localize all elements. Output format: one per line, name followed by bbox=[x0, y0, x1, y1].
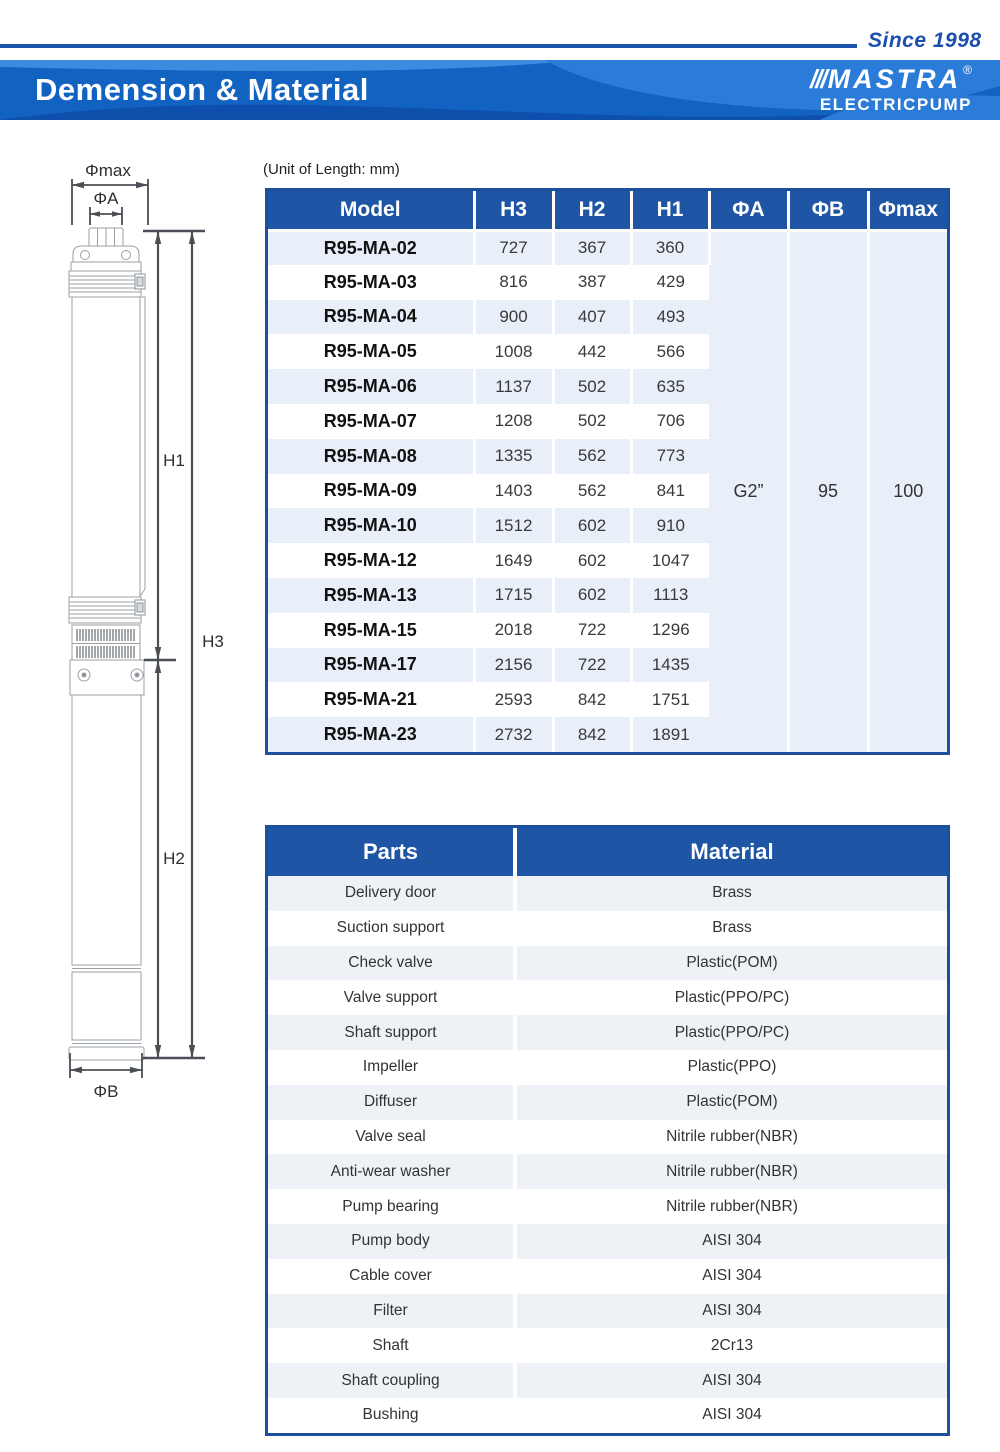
brand-logo bbox=[809, 63, 972, 114]
model-cell: R95-MA-03 bbox=[268, 265, 474, 300]
parts-table-row bbox=[268, 1015, 947, 1050]
part-cell: Delivery door bbox=[268, 876, 515, 911]
material-cell: AISI 304 bbox=[515, 1363, 947, 1398]
value-cell: 773 bbox=[631, 439, 709, 474]
model-cell: R95-MA-10 bbox=[268, 508, 474, 543]
part-cell: Impeller bbox=[268, 1050, 515, 1085]
dim-table-row bbox=[268, 230, 947, 265]
part-cell: Pump body bbox=[268, 1224, 515, 1259]
part-cell: Diffuser bbox=[268, 1085, 515, 1120]
material-cell: Plastic(POM) bbox=[515, 946, 947, 981]
parts-table-row bbox=[268, 1050, 947, 1085]
value-cell: 1208 bbox=[474, 404, 553, 439]
value-cell: 2018 bbox=[474, 613, 553, 648]
model-cell: R95-MA-21 bbox=[268, 682, 474, 717]
dim-col-header-4: ΦA bbox=[709, 191, 788, 230]
part-cell: Valve support bbox=[268, 980, 515, 1015]
value-cell: 566 bbox=[631, 334, 709, 369]
parts-table-row bbox=[268, 1294, 947, 1329]
dimension-table bbox=[265, 188, 950, 755]
part-cell: Shaft bbox=[268, 1328, 515, 1363]
dim-col-header-2: H2 bbox=[553, 191, 631, 230]
dim-label-phia: ΦA bbox=[93, 189, 119, 208]
since-text: Since 1998 bbox=[868, 29, 982, 52]
parts-table-row bbox=[268, 1259, 947, 1294]
parts-material-table bbox=[265, 825, 950, 1436]
dim-label-phimax: Φmax bbox=[85, 161, 131, 180]
value-cell: 602 bbox=[553, 543, 631, 578]
model-cell: R95-MA-15 bbox=[268, 613, 474, 648]
material-cell: Nitrile rubber(NBR) bbox=[515, 1120, 947, 1155]
value-cell: 1296 bbox=[631, 613, 709, 648]
parts-table-row bbox=[268, 1328, 947, 1363]
part-cell: Cable cover bbox=[268, 1259, 515, 1294]
unit-of-length-note: (Unit of Length: mm) bbox=[263, 161, 400, 178]
parts-table-row bbox=[268, 1085, 947, 1120]
parts-table-row bbox=[268, 946, 947, 981]
pump-dimension-drawing bbox=[40, 160, 260, 1110]
dim-col-header-0: Model bbox=[268, 191, 474, 230]
material-cell: Nitrile rubber(NBR) bbox=[515, 1154, 947, 1189]
parts-table-row bbox=[268, 1224, 947, 1259]
parts-table-row bbox=[268, 1154, 947, 1189]
dim-label-h3: H3 bbox=[202, 632, 224, 651]
value-cell: 1047 bbox=[631, 543, 709, 578]
value-cell: 1512 bbox=[474, 508, 553, 543]
material-cell: Plastic(PPO) bbox=[515, 1050, 947, 1085]
model-cell: R95-MA-07 bbox=[268, 404, 474, 439]
value-cell: 900 bbox=[474, 300, 553, 335]
parts-table-row bbox=[268, 1120, 947, 1155]
value-cell: 502 bbox=[553, 369, 631, 404]
header-rule bbox=[0, 44, 857, 48]
logo-slashes-icon: /// bbox=[809, 64, 826, 94]
parts-table-row bbox=[268, 876, 947, 911]
material-cell: AISI 304 bbox=[515, 1224, 947, 1259]
value-cell: 360 bbox=[631, 230, 709, 265]
value-cell: 842 bbox=[553, 682, 631, 717]
merged-phi-a-cell: G2” bbox=[709, 230, 788, 752]
part-cell: Shaft support bbox=[268, 1015, 515, 1050]
value-cell: 842 bbox=[553, 717, 631, 752]
value-cell: 1649 bbox=[474, 543, 553, 578]
value-cell: 2593 bbox=[474, 682, 553, 717]
parts-table-header bbox=[268, 828, 947, 876]
value-cell: 602 bbox=[553, 578, 631, 613]
registered-mark-icon: ® bbox=[963, 63, 972, 77]
value-cell: 841 bbox=[631, 474, 709, 509]
material-cell: AISI 304 bbox=[515, 1398, 947, 1433]
dim-col-header-3: H1 bbox=[631, 191, 709, 230]
value-cell: 442 bbox=[553, 334, 631, 369]
part-cell: Anti-wear washer bbox=[268, 1154, 515, 1189]
parts-col-header-1: Material bbox=[515, 828, 947, 876]
part-cell: Valve seal bbox=[268, 1120, 515, 1155]
dim-col-header-6: Φmax bbox=[868, 191, 947, 230]
value-cell: 1113 bbox=[631, 578, 709, 613]
parts-table-row bbox=[268, 980, 947, 1015]
dim-label-h2: H2 bbox=[163, 849, 185, 868]
model-cell: R95-MA-13 bbox=[268, 578, 474, 613]
value-cell: 706 bbox=[631, 404, 709, 439]
value-cell: 1335 bbox=[474, 439, 553, 474]
value-cell: 562 bbox=[553, 439, 631, 474]
model-cell: R95-MA-17 bbox=[268, 648, 474, 683]
value-cell: 1403 bbox=[474, 474, 553, 509]
model-cell: R95-MA-04 bbox=[268, 300, 474, 335]
value-cell: 2732 bbox=[474, 717, 553, 752]
value-cell: 1891 bbox=[631, 717, 709, 752]
value-cell: 387 bbox=[553, 265, 631, 300]
value-cell: 722 bbox=[553, 613, 631, 648]
model-cell: R95-MA-06 bbox=[268, 369, 474, 404]
material-cell: AISI 304 bbox=[515, 1259, 947, 1294]
value-cell: 1137 bbox=[474, 369, 553, 404]
value-cell: 1435 bbox=[631, 648, 709, 683]
value-cell: 429 bbox=[631, 265, 709, 300]
value-cell: 562 bbox=[553, 474, 631, 509]
part-cell: Filter bbox=[268, 1294, 515, 1329]
dim-label-h1: H1 bbox=[163, 451, 185, 470]
part-cell: Pump bearing bbox=[268, 1189, 515, 1224]
material-cell: Brass bbox=[515, 911, 947, 946]
value-cell: 493 bbox=[631, 300, 709, 335]
model-cell: R95-MA-02 bbox=[268, 230, 474, 265]
parts-table-row bbox=[268, 1363, 947, 1398]
material-cell: Plastic(PPO/PC) bbox=[515, 1015, 947, 1050]
dim-col-header-5: ΦB bbox=[788, 191, 868, 230]
part-cell: Suction support bbox=[268, 911, 515, 946]
material-cell: Brass bbox=[515, 876, 947, 911]
model-cell: R95-MA-23 bbox=[268, 717, 474, 752]
model-cell: R95-MA-12 bbox=[268, 543, 474, 578]
dim-col-header-1: H3 bbox=[474, 191, 553, 230]
page-title: Demension & Material bbox=[35, 72, 369, 107]
value-cell: 816 bbox=[474, 265, 553, 300]
value-cell: 502 bbox=[553, 404, 631, 439]
merged-phi-max-cell: 100 bbox=[868, 230, 947, 752]
value-cell: 727 bbox=[474, 230, 553, 265]
value-cell: 635 bbox=[631, 369, 709, 404]
value-cell: 2156 bbox=[474, 648, 553, 683]
model-cell: R95-MA-09 bbox=[268, 474, 474, 509]
material-cell: Nitrile rubber(NBR) bbox=[515, 1189, 947, 1224]
parts-table-row bbox=[268, 1189, 947, 1224]
part-cell: Check valve bbox=[268, 946, 515, 981]
logo-subtitle: ELECTRICPUMP bbox=[819, 95, 972, 114]
material-cell: Plastic(PPO/PC) bbox=[515, 980, 947, 1015]
title-banner bbox=[0, 60, 1000, 120]
logo-brand-text: MASTRA bbox=[827, 64, 962, 94]
material-cell: 2Cr13 bbox=[515, 1328, 947, 1363]
parts-table-row bbox=[268, 911, 947, 946]
value-cell: 602 bbox=[553, 508, 631, 543]
dim-label-phib: ΦB bbox=[93, 1082, 119, 1101]
model-cell: R95-MA-05 bbox=[268, 334, 474, 369]
part-cell: Shaft coupling bbox=[268, 1363, 515, 1398]
merged-phi-b-cell: 95 bbox=[788, 230, 868, 752]
model-cell: R95-MA-08 bbox=[268, 439, 474, 474]
value-cell: 407 bbox=[553, 300, 631, 335]
value-cell: 1751 bbox=[631, 682, 709, 717]
value-cell: 1008 bbox=[474, 334, 553, 369]
dimension-table-header bbox=[268, 191, 947, 230]
value-cell: 910 bbox=[631, 508, 709, 543]
parts-col-header-0: Parts bbox=[268, 828, 515, 876]
material-cell: Plastic(POM) bbox=[515, 1085, 947, 1120]
value-cell: 722 bbox=[553, 648, 631, 683]
material-cell: AISI 304 bbox=[515, 1294, 947, 1329]
value-cell: 1715 bbox=[474, 578, 553, 613]
value-cell: 367 bbox=[553, 230, 631, 265]
part-cell: Bushing bbox=[268, 1398, 515, 1433]
parts-table-row bbox=[268, 1398, 947, 1433]
